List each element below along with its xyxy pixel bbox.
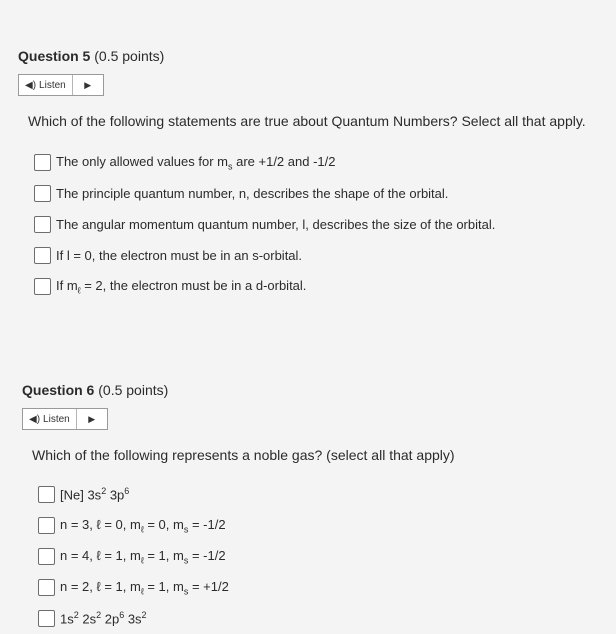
question-number: Question 6: [22, 382, 95, 398]
listen-label: Listen: [43, 413, 70, 425]
answer-label: $1s^2$ $2s^2$ $2p^6$ $3s^2$: [60, 610, 147, 627]
answer-checkbox[interactable]: [38, 486, 55, 503]
listen-button[interactable]: [19, 75, 73, 95]
answer-option[interactable]: [38, 572, 612, 603]
speaker-icon: ◀): [25, 79, 37, 91]
answer-label: The principle quantum number, n, describes the shape of the orbital.: [56, 186, 449, 201]
answer-label: n = 4, ℓ = 1, $m_\ell = 1$, $m_s = -1/2$: [60, 547, 226, 566]
answer-checkbox[interactable]: [38, 517, 55, 534]
listen-control: [18, 74, 104, 96]
answer-option[interactable]: [34, 209, 608, 240]
answer-option[interactable]: [34, 147, 608, 178]
answer-label: If l = 0, the electron must be in an s-orbital.: [56, 248, 303, 263]
answer-checkbox[interactable]: [34, 216, 51, 233]
answer-label: n = 2, ℓ = 1, $m_\ell = 1$, $m_s = +1/2$: [60, 578, 229, 597]
play-icon[interactable]: ▶: [88, 413, 96, 424]
answer-option[interactable]: [38, 479, 612, 510]
answer-options: [34, 147, 608, 302]
play-icon[interactable]: ▶: [84, 79, 92, 90]
question-5: [18, 48, 608, 302]
answer-checkbox[interactable]: [34, 154, 51, 171]
answer-label: [Ne] $3s^2$ $3p^6$: [60, 486, 130, 503]
question-6-title: [22, 382, 612, 398]
answer-option[interactable]: [38, 603, 612, 634]
answer-label: n = 3, ℓ = 0, $m_\ell = 0$, $m_s = -1/2$: [60, 516, 226, 535]
listen-control: [22, 408, 108, 430]
answer-label: If $m_\ell = 2$, the electron must be in a d-orbital.: [56, 277, 307, 296]
answer-option[interactable]: [38, 541, 612, 572]
question-points: (0.5 points): [98, 382, 169, 398]
question-prompt: Which of the following statements are true about Quantum Numbers? Select all that apply.: [28, 113, 586, 129]
answer-option[interactable]: [34, 271, 608, 302]
question-6: [22, 382, 612, 634]
question-number: Question 5: [18, 48, 91, 64]
answer-checkbox[interactable]: [38, 610, 55, 627]
question-prompt: Which of the following represents a noble gas? (select all that apply): [32, 447, 455, 463]
answer-option[interactable]: [38, 510, 612, 541]
listen-button[interactable]: [23, 409, 77, 429]
speaker-icon: ◀): [29, 413, 41, 425]
answer-checkbox[interactable]: [34, 185, 51, 202]
answer-label: The angular momentum quantum number, l, describes the size of the orbital.: [56, 217, 496, 232]
question-5-title: [18, 48, 608, 64]
answer-label: The only allowed values for $m_s$ are +1/2 and -1/2: [56, 153, 336, 172]
answer-option[interactable]: [34, 178, 608, 209]
question-points: (0.5 points): [94, 48, 165, 64]
answer-checkbox[interactable]: [34, 247, 51, 264]
answer-checkbox[interactable]: [38, 548, 55, 565]
listen-label: Listen: [39, 79, 66, 91]
answer-checkbox[interactable]: [38, 579, 55, 596]
answer-checkbox[interactable]: [34, 278, 51, 295]
answer-option[interactable]: [34, 240, 608, 271]
answer-options: [38, 479, 612, 634]
